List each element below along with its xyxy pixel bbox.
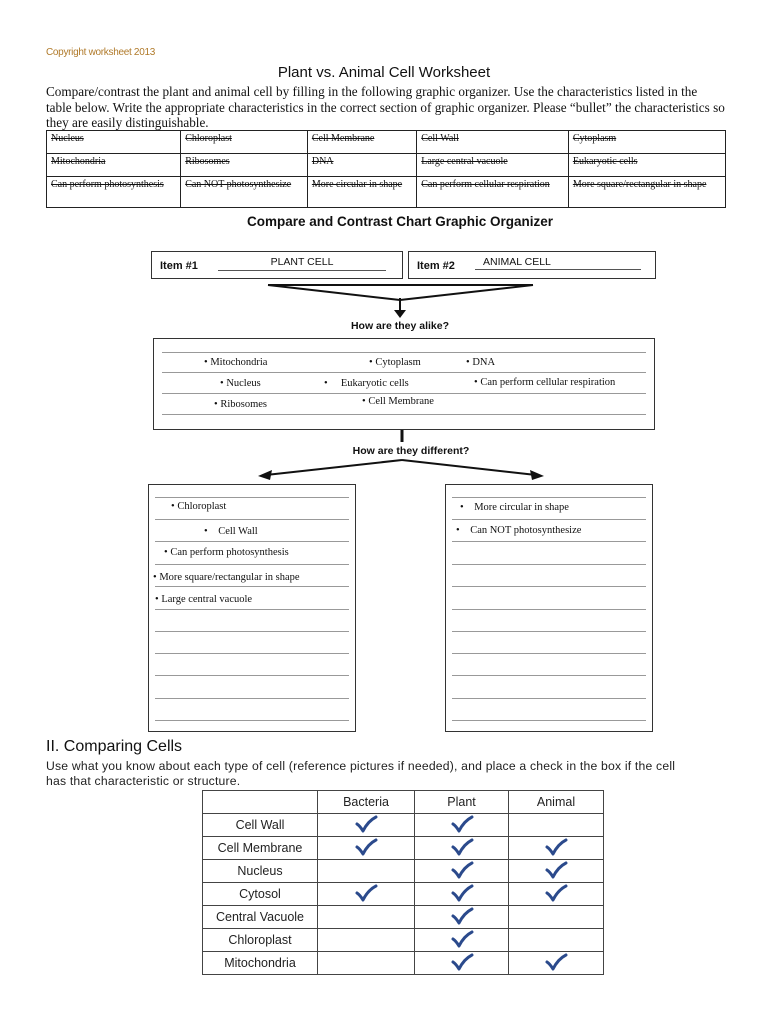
check-cell[interactable] [509, 929, 604, 952]
section2-heading: II. Comparing Cells [46, 738, 183, 755]
check-mark-icon [544, 884, 568, 902]
alike-question: How are they alike? [350, 320, 450, 332]
header-blank [203, 791, 318, 814]
table-row [203, 952, 604, 975]
table-row [203, 860, 604, 883]
intro-paragraph: Compare/contrast the plant and animal cell by filling in the following graphic organizer. Use the characteristics listed in the table below. Write the appropriate characteristics in the correct section of graphic organizer. Please “bullet” the characteristics so they are easily distinguishable. [46, 84, 725, 130]
animal-diff-item: • Can NOT photosynthesize [456, 525, 582, 536]
column-header: Bacteria [318, 791, 415, 814]
check-mark-icon [354, 838, 378, 856]
check-cell[interactable] [509, 883, 604, 906]
different-question: How are they different? [352, 445, 470, 457]
item1-value[interactable]: PLANT CELL [218, 256, 386, 271]
row-label: Mitochondria [203, 952, 318, 975]
item1-label: Item #1 [160, 260, 198, 272]
worksheet-title: Plant vs. Animal Cell Worksheet [277, 64, 491, 81]
table-header-row [203, 791, 604, 814]
check-cell[interactable] [318, 814, 415, 837]
table-cell: Ribosomes [181, 154, 308, 177]
row-label: Nucleus [203, 860, 318, 883]
table-cell: Mitochondria [47, 154, 181, 177]
check-mark-icon [450, 930, 474, 948]
row-label: Central Vacuole [203, 906, 318, 929]
item2-label: Item #2 [417, 260, 455, 272]
check-cell[interactable] [415, 837, 509, 860]
check-mark-icon [544, 861, 568, 879]
check-mark-icon [450, 838, 474, 856]
table-cell: Cell Wall [417, 131, 569, 154]
plant-differences-box [148, 484, 356, 732]
check-cell[interactable] [318, 952, 415, 975]
check-cell[interactable] [509, 837, 604, 860]
check-mark-icon [450, 861, 474, 879]
item2-value[interactable]: ANIMAL CELL [475, 256, 641, 270]
check-cell[interactable] [318, 860, 415, 883]
animal-differences-box [445, 484, 653, 732]
check-cell[interactable] [509, 860, 604, 883]
down-arrowhead [394, 310, 406, 318]
check-cell[interactable] [415, 952, 509, 975]
table-cell: DNA [307, 154, 416, 177]
table-row [203, 883, 604, 906]
check-mark-icon [450, 907, 474, 925]
alike-item: • Cell Membrane [362, 396, 434, 407]
section2-instructions: Use what you know about each type of cell (reference pictures if needed), and place a check in the box if the cell has that characteristic or structure. [46, 759, 676, 788]
diff-arrow-right [402, 460, 536, 475]
row-label: Cytosol [203, 883, 318, 906]
check-cell[interactable] [509, 952, 604, 975]
animal-diff-item: • More circular in shape [460, 502, 569, 513]
table-row [203, 837, 604, 860]
table-cell: Nucleus [47, 131, 181, 154]
alike-item: • Nucleus [220, 378, 261, 389]
check-mark-icon [450, 953, 474, 971]
check-mark-icon [450, 884, 474, 902]
table-cell: Chloroplast [181, 131, 308, 154]
copyright-mark: Copyright worksheet 2013 [46, 47, 155, 58]
table-cell: Can perform photosynthesis [47, 177, 181, 208]
check-cell[interactable] [415, 883, 509, 906]
check-cell[interactable] [415, 906, 509, 929]
table-cell: Cytoplasm [568, 131, 725, 154]
plant-diff-item: • Cell Wall [204, 526, 258, 537]
table-cell: Cell Membrane [307, 131, 416, 154]
check-cell[interactable] [509, 906, 604, 929]
alike-box [153, 338, 655, 430]
check-mark-icon [354, 815, 378, 833]
table-cell: Eukaryotic cells [568, 154, 725, 177]
check-cell[interactable] [318, 837, 415, 860]
row-label: Chloroplast [203, 929, 318, 952]
plant-diff-item: • Chloroplast [171, 501, 227, 512]
diff-arrow-left [266, 460, 402, 475]
check-cell[interactable] [318, 883, 415, 906]
alike-item: • Cytoplasm [369, 357, 421, 368]
plant-diff-item: • More square/rectangular in shape [153, 572, 300, 583]
merge-arrow-left [268, 285, 400, 300]
plant-diff-item: • Can perform photosynthesis [164, 547, 289, 558]
check-mark-icon [354, 884, 378, 902]
check-cell[interactable] [415, 814, 509, 837]
alike-item: • Can perform cellular respiration [474, 377, 616, 388]
alike-item: • DNA [466, 357, 496, 368]
table-cell: More square/rectangular in shape [568, 177, 725, 208]
table-cell: Can perform cellular respiration [417, 177, 569, 208]
table-cell: Large central vacuole [417, 154, 569, 177]
check-mark-icon [544, 953, 568, 971]
check-cell[interactable] [318, 906, 415, 929]
table-row [203, 814, 604, 837]
left-arrowhead [258, 470, 272, 480]
alike-item: • Mitochondria [204, 357, 268, 368]
comparing-cells-table [202, 790, 604, 975]
table-row [203, 906, 604, 929]
row-label: Cell Membrane [203, 837, 318, 860]
check-mark-icon [450, 815, 474, 833]
alike-item: • Eukaryotic cells [324, 378, 409, 389]
check-cell[interactable] [415, 860, 509, 883]
alike-item: • Ribosomes [214, 399, 267, 410]
check-cell[interactable] [415, 929, 509, 952]
check-cell[interactable] [509, 814, 604, 837]
organizer-title: Compare and Contrast Chart Graphic Organizer [246, 214, 554, 229]
table-row [203, 929, 604, 952]
check-cell[interactable] [318, 929, 415, 952]
table-cell: More circular in shape [307, 177, 416, 208]
column-header: Animal [509, 791, 604, 814]
merge-arrow-right [400, 285, 533, 300]
check-mark-icon [544, 838, 568, 856]
row-label: Cell Wall [203, 814, 318, 837]
plant-diff-item: • Large central vacuole [155, 594, 253, 605]
column-header: Plant [415, 791, 509, 814]
table-cell: Can NOT photosynthesize [181, 177, 308, 208]
right-arrowhead [530, 470, 544, 480]
